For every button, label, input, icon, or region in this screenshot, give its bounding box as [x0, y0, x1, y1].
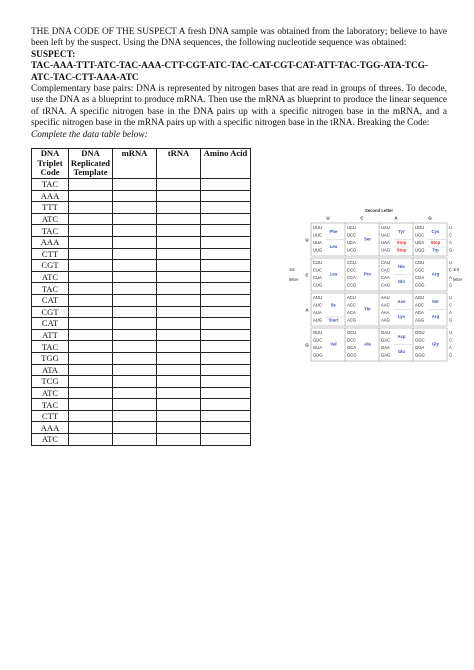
complete-table-label: Complete the data table below:	[31, 129, 148, 140]
table-row	[32, 387, 251, 399]
dna-template-cell[interactable]	[69, 329, 113, 341]
codon-text: CCA	[347, 275, 356, 280]
dna-template-cell[interactable]	[69, 190, 113, 202]
codon-text: UUG	[313, 247, 323, 253]
dna-triplet-cell: TCG	[32, 376, 69, 388]
codon-text: CAU	[381, 260, 390, 265]
dna-template-cell[interactable]	[69, 236, 113, 248]
codon-text: GGC	[415, 337, 425, 343]
mrna-cell[interactable]	[113, 294, 157, 306]
third-letter-base: U	[449, 225, 453, 230]
codon-text: UUC	[313, 232, 323, 238]
trna-cell[interactable]	[157, 376, 201, 388]
dna-template-cell[interactable]	[69, 399, 113, 411]
third-letter-base: U	[449, 330, 453, 335]
amino-acid-label: Lys	[397, 313, 406, 319]
table-row	[32, 434, 251, 446]
codon-text: CCC	[347, 267, 357, 273]
codon-text: UCG	[347, 247, 357, 253]
amino-acid-label: Asp	[397, 333, 406, 339]
trna-cell[interactable]	[157, 387, 201, 399]
mrna-cell[interactable]	[113, 434, 157, 446]
third-letter-base: C	[449, 267, 453, 273]
dna-triplet-cell: ATC	[32, 387, 69, 399]
amino-acid-label: Stop	[396, 240, 407, 245]
dna-template-cell[interactable]	[69, 283, 113, 295]
amino-acid-label: Ser	[431, 298, 439, 304]
codon-text: UAG	[381, 247, 391, 253]
codon-text: AUA	[313, 310, 322, 315]
codon-text: GCG	[347, 352, 357, 358]
codon-text: AGC	[415, 302, 425, 308]
third-letter-base: U	[449, 260, 453, 265]
suspect-label: SUSPECT:	[31, 49, 76, 60]
dna-template-cell[interactable]	[69, 352, 113, 364]
codon-text: CAC	[381, 267, 390, 273]
intro-paragraph	[31, 27, 447, 50]
codon-text: CAG	[381, 282, 391, 288]
codon-text: CAA	[381, 275, 390, 280]
amino-acid-cell[interactable]	[201, 376, 251, 388]
amino-acid-cell[interactable]	[201, 202, 251, 214]
codon-text: ACC	[347, 302, 356, 308]
amino-acid-cell[interactable]	[201, 179, 251, 191]
dna-template-cell[interactable]	[69, 271, 113, 283]
amino-acid-cell[interactable]	[201, 306, 251, 318]
amino-acid-label: Start	[328, 317, 339, 323]
codon-text: GAC	[381, 337, 391, 343]
codon-text: CGA	[415, 275, 425, 280]
codon-text: AAG	[381, 317, 390, 323]
dna-triplet-cell: ATC	[32, 271, 69, 283]
codon-text: UGG	[415, 247, 425, 253]
table-row	[32, 213, 251, 225]
amino-acid-cell[interactable]	[201, 283, 251, 295]
third-letter-base: C	[449, 232, 453, 238]
dna-triplet-cell: CTT	[32, 248, 69, 260]
codon-text: AGG	[415, 317, 425, 323]
dna-triplet-cell: TAC	[32, 179, 69, 191]
codon-text: GCU	[347, 330, 357, 335]
trna-cell[interactable]	[157, 422, 201, 434]
table-row	[32, 376, 251, 388]
amino-acid-label: Val	[330, 341, 337, 347]
codon-text: UUU	[313, 225, 323, 230]
codon-text: GCC	[347, 337, 357, 343]
table-row	[32, 236, 251, 248]
codon-text: AGU	[415, 295, 425, 300]
instructions-text: Complementary base pairs: DNA is represented by nitrogen bases that are read in groups of threes. To decode, use the DNA as a blueprint to produce mRNA. Then use the mRNA as blueprint to produce the linear sequence of tRNA. A specific nitrogen base in the DNA pairs up with a specific nitrogen base in the mRNA, and a specific nitrogen base in the mRNA pairs up with a specific nitrogen base in the tRNA. Breaking the Code:	[31, 84, 447, 129]
third-letter-base: A	[449, 240, 452, 245]
mrna-cell[interactable]	[113, 387, 157, 399]
dna-template-cell[interactable]	[69, 225, 113, 237]
table-row	[32, 179, 251, 191]
dna-template-cell[interactable]	[69, 213, 113, 225]
codon-text: CUU	[313, 260, 323, 265]
amino-acid-label: Phe	[329, 228, 338, 234]
mrna-cell[interactable]	[113, 399, 157, 411]
codon-text: UAA	[381, 240, 390, 245]
third-letter-base: G	[449, 352, 453, 358]
third-letter-base-group	[449, 330, 452, 358]
amino-acid-cell[interactable]	[201, 352, 251, 364]
amino-acid-label: Asn	[397, 298, 406, 304]
amino-acid-cell[interactable]	[201, 213, 251, 225]
amino-acid-cell[interactable]	[201, 410, 251, 422]
mrna-cell[interactable]	[113, 318, 157, 330]
trna-cell[interactable]	[157, 352, 201, 364]
codon-text: CUG	[313, 282, 323, 288]
codon-text: CCU	[347, 260, 357, 265]
codon-text: CGC	[415, 267, 425, 273]
intro-text: A fresh DNA sample was obtained from the laboratory; believe to have been left by the suspect. Using the DNA sequences, the following nucleotide sequence was obtained:	[31, 27, 447, 49]
amino-acid-label: Arg	[431, 313, 440, 319]
mrna-cell[interactable]	[113, 376, 157, 388]
table-row	[32, 410, 251, 422]
codon-text: GGG	[415, 352, 425, 358]
mrna-cell[interactable]	[113, 422, 157, 434]
table-row	[32, 399, 251, 411]
dna-template-cell[interactable]	[69, 318, 113, 330]
amino-acid-label: Pro	[363, 271, 372, 277]
trna-cell[interactable]	[157, 306, 201, 318]
dna-triplet-cell: TAC	[32, 399, 69, 411]
second-letter-base: C	[360, 215, 364, 221]
table-row	[32, 329, 251, 341]
codon-text: GAA	[381, 345, 390, 350]
dna-triplet-cell: CGT	[32, 260, 69, 272]
codon-text: UCU	[347, 225, 357, 230]
table-row	[32, 283, 251, 295]
mrna-cell[interactable]	[113, 364, 157, 376]
header-mrna: mRNA	[113, 149, 157, 179]
codon-text: GUG	[313, 352, 323, 358]
trna-cell[interactable]	[157, 329, 201, 341]
header-dna-triplet: DNA Triplet Code	[32, 149, 69, 179]
third-letter-base: G	[449, 282, 453, 288]
first-letter-base: A	[305, 307, 309, 313]
trna-cell[interactable]	[157, 179, 201, 191]
mrna-cell[interactable]	[113, 329, 157, 341]
amino-acid-label: Tyr	[398, 228, 405, 234]
codon-text: AAA	[381, 310, 390, 315]
trna-cell[interactable]	[157, 399, 201, 411]
amino-acid-label: Ala	[364, 341, 371, 347]
table-row	[32, 202, 251, 214]
table-row	[32, 422, 251, 434]
dna-template-cell[interactable]	[69, 387, 113, 399]
third-letter-base: C	[449, 337, 453, 343]
amino-acid-cell[interactable]	[201, 364, 251, 376]
amino-acid-cell[interactable]	[201, 271, 251, 283]
codon-text: UGA	[415, 240, 425, 245]
codon-text: GCA	[347, 345, 357, 350]
table-body	[32, 179, 251, 446]
table-row	[32, 248, 251, 260]
dna-triplet-cell: TGG	[32, 352, 69, 364]
table-row	[32, 341, 251, 353]
amino-acid-cell[interactable]	[201, 294, 251, 306]
amino-acid-cell[interactable]	[201, 341, 251, 353]
table-row	[32, 294, 251, 306]
dna-triplet-cell: CTT	[32, 410, 69, 422]
third-letter-label: 3rd letter	[453, 267, 462, 282]
amino-acid-cell[interactable]	[201, 329, 251, 341]
table-row	[32, 306, 251, 318]
header-dna-template: DNA Replicated Template	[69, 149, 113, 179]
dna-template-cell[interactable]	[69, 294, 113, 306]
dna-triplet-cell: TTT	[32, 202, 69, 214]
worksheet-intro	[31, 27, 447, 141]
dna-triplet-cell: AAA	[32, 190, 69, 202]
amino-acid-cell[interactable]	[201, 248, 251, 260]
amino-acid-label: Gly	[431, 341, 439, 347]
mrna-cell[interactable]	[113, 213, 157, 225]
codon-chart	[287, 206, 462, 371]
mrna-cell[interactable]	[113, 341, 157, 353]
dna-template-cell[interactable]	[69, 341, 113, 353]
dna-triplet-cell: CGT	[32, 306, 69, 318]
codon-text: ACG	[347, 317, 357, 323]
amino-acid-cell[interactable]	[201, 434, 251, 446]
mrna-cell[interactable]	[113, 260, 157, 272]
dna-template-cell[interactable]	[69, 376, 113, 388]
mrna-cell[interactable]	[113, 271, 157, 283]
table-row	[32, 318, 251, 330]
trna-cell[interactable]	[157, 190, 201, 202]
codon-text: GUA	[313, 345, 323, 350]
dna-template-cell[interactable]	[69, 179, 113, 191]
table-row	[32, 352, 251, 364]
mrna-cell[interactable]	[113, 236, 157, 248]
codon-chart-graphic	[287, 206, 462, 371]
codon-text: UAU	[381, 225, 390, 230]
amino-acid-label: Stop	[396, 247, 407, 253]
second-letter-base: U	[326, 215, 330, 221]
trna-cell[interactable]	[157, 341, 201, 353]
trna-cell[interactable]	[157, 364, 201, 376]
amino-acid-cell[interactable]	[201, 399, 251, 411]
third-letter-base-group	[449, 225, 452, 253]
codon-text: AAC	[381, 302, 390, 308]
codon-text: GGA	[415, 345, 425, 350]
second-letter-base: G	[428, 215, 432, 221]
dna-triplet-cell: ATC	[32, 213, 69, 225]
first-letter-base: C	[305, 272, 309, 278]
dna-template-cell[interactable]	[69, 410, 113, 422]
amino-acid-label: Ser	[363, 236, 371, 242]
codon-text: GUU	[313, 330, 323, 335]
table-row	[32, 271, 251, 283]
mrna-cell[interactable]	[113, 410, 157, 422]
third-letter-base: A	[449, 275, 452, 280]
codon-text: AUG	[313, 317, 323, 323]
amino-acid-cell[interactable]	[201, 225, 251, 237]
codon-text: AUC	[313, 302, 322, 308]
amino-acid-cell[interactable]	[201, 318, 251, 330]
first-letter-label: 1st letter	[289, 267, 299, 282]
dna-triplet-cell: ATA	[32, 364, 69, 376]
trna-cell[interactable]	[157, 213, 201, 225]
worksheet-title: THE DNA CODE OF THE SUSPECT	[31, 27, 177, 37]
dna-triplet-cell: TAC	[32, 283, 69, 295]
amino-acid-label: Thr	[363, 306, 371, 312]
amino-acid-cell[interactable]	[201, 260, 251, 272]
table-row	[32, 364, 251, 376]
codon-text: CUC	[313, 267, 323, 273]
amino-acid-label: Gln	[397, 278, 406, 284]
dna-triplet-cell: CAT	[32, 318, 69, 330]
trna-cell[interactable]	[157, 271, 201, 283]
mrna-cell[interactable]	[113, 283, 157, 295]
trna-cell[interactable]	[157, 294, 201, 306]
dna-template-cell[interactable]	[69, 434, 113, 446]
second-letter-base: A	[394, 215, 398, 221]
dna-triplet-cell: CAT	[32, 294, 69, 306]
amino-acid-label: Leu	[329, 271, 338, 277]
second-letter-label: Second Letter	[365, 208, 393, 213]
third-letter-base: C	[449, 302, 453, 308]
mrna-cell[interactable]	[113, 179, 157, 191]
amino-acid-label: Trp	[432, 247, 439, 253]
dna-triplet-cell: TAC	[32, 225, 69, 237]
codon-text: ACU	[347, 295, 356, 300]
table-header-row	[32, 149, 251, 179]
dna-template-cell[interactable]	[69, 260, 113, 272]
codon-text: UCA	[347, 240, 356, 245]
dna-template-cell[interactable]	[69, 202, 113, 214]
third-letter-base: U	[449, 295, 453, 300]
third-letter-base: A	[449, 310, 452, 315]
codon-text: AUU	[313, 295, 322, 300]
codon-text: GUC	[313, 337, 323, 343]
table-row	[32, 225, 251, 237]
codon-text: AAU	[381, 295, 390, 300]
third-letter-base-group	[449, 260, 452, 288]
trna-cell[interactable]	[157, 260, 201, 272]
amino-acid-label: Arg	[431, 271, 440, 277]
amino-acid-label: Cys	[431, 228, 440, 234]
trna-cell[interactable]	[157, 225, 201, 237]
codon-text: UCC	[347, 232, 357, 238]
codon-text: UGU	[415, 225, 425, 230]
trna-cell[interactable]	[157, 283, 201, 295]
codon-text: UUA	[313, 240, 322, 245]
third-letter-base: G	[449, 247, 453, 253]
amino-acid-cell[interactable]	[201, 422, 251, 434]
dna-triplet-cell: AAA	[32, 422, 69, 434]
header-amino-acid: Amino Acid	[201, 149, 251, 179]
mrna-cell[interactable]	[113, 306, 157, 318]
trna-cell[interactable]	[157, 202, 201, 214]
first-letter-base: U	[305, 237, 309, 243]
dna-triplet-cell: ATT	[32, 329, 69, 341]
codon-text: ACA	[347, 310, 356, 315]
amino-acid-label: His	[398, 263, 405, 269]
amino-acid-cell[interactable]	[201, 236, 251, 248]
table-row	[32, 190, 251, 202]
trna-cell[interactable]	[157, 434, 201, 446]
dna-template-cell[interactable]	[69, 306, 113, 318]
codon-text: CGG	[415, 282, 425, 288]
amino-acid-label: Glu	[397, 348, 406, 354]
dna-triplet-cell: TAC	[32, 341, 69, 353]
header-trna: tRNA	[157, 149, 201, 179]
codon-text: AGA	[415, 310, 424, 315]
amino-acid-label: Stop	[430, 240, 441, 245]
dna-template-cell[interactable]	[69, 364, 113, 376]
dna-template-cell[interactable]	[69, 422, 113, 434]
dna-triplet-cell: ATC	[32, 434, 69, 446]
amino-acid-label: Leu	[329, 243, 338, 249]
codon-text: CUA	[313, 275, 322, 280]
trna-cell[interactable]	[157, 410, 201, 422]
first-letter-base: G	[305, 342, 309, 348]
mrna-cell[interactable]	[113, 225, 157, 237]
codon-text: GAU	[381, 330, 391, 335]
dna-template-cell[interactable]	[69, 248, 113, 260]
dna-triplet-cell: AAA	[32, 236, 69, 248]
codon-text: CGU	[415, 260, 425, 265]
third-letter-base: G	[449, 317, 453, 323]
mrna-cell[interactable]	[113, 202, 157, 214]
trna-cell[interactable]	[157, 236, 201, 248]
amino-acid-cell[interactable]	[201, 387, 251, 399]
codon-text: GAG	[381, 352, 391, 358]
table-row	[32, 260, 251, 272]
trna-cell[interactable]	[157, 248, 201, 260]
mrna-cell[interactable]	[113, 248, 157, 260]
mrna-cell[interactable]	[113, 352, 157, 364]
data-table	[31, 148, 251, 446]
codon-text: GGU	[415, 330, 425, 335]
suspect-sequence: TAC-AAA-TTT-ATC-TAC-AAA-CTT-CGT-ATC-TAC-CAT-CGT-CAT-ATT-TAC-TGG-ATA-TCG-ATC-TAC-CTT-AAA-ATC	[31, 61, 429, 83]
codon-text: UAC	[381, 232, 390, 238]
third-letter-base-group	[449, 295, 452, 323]
third-letter-base: A	[449, 345, 452, 350]
codon-text: CCG	[347, 282, 357, 288]
trna-cell[interactable]	[157, 318, 201, 330]
mrna-cell[interactable]	[113, 190, 157, 202]
amino-acid-label: Ile	[331, 302, 336, 308]
amino-acid-cell[interactable]	[201, 190, 251, 202]
codon-text: UGC	[415, 232, 425, 238]
